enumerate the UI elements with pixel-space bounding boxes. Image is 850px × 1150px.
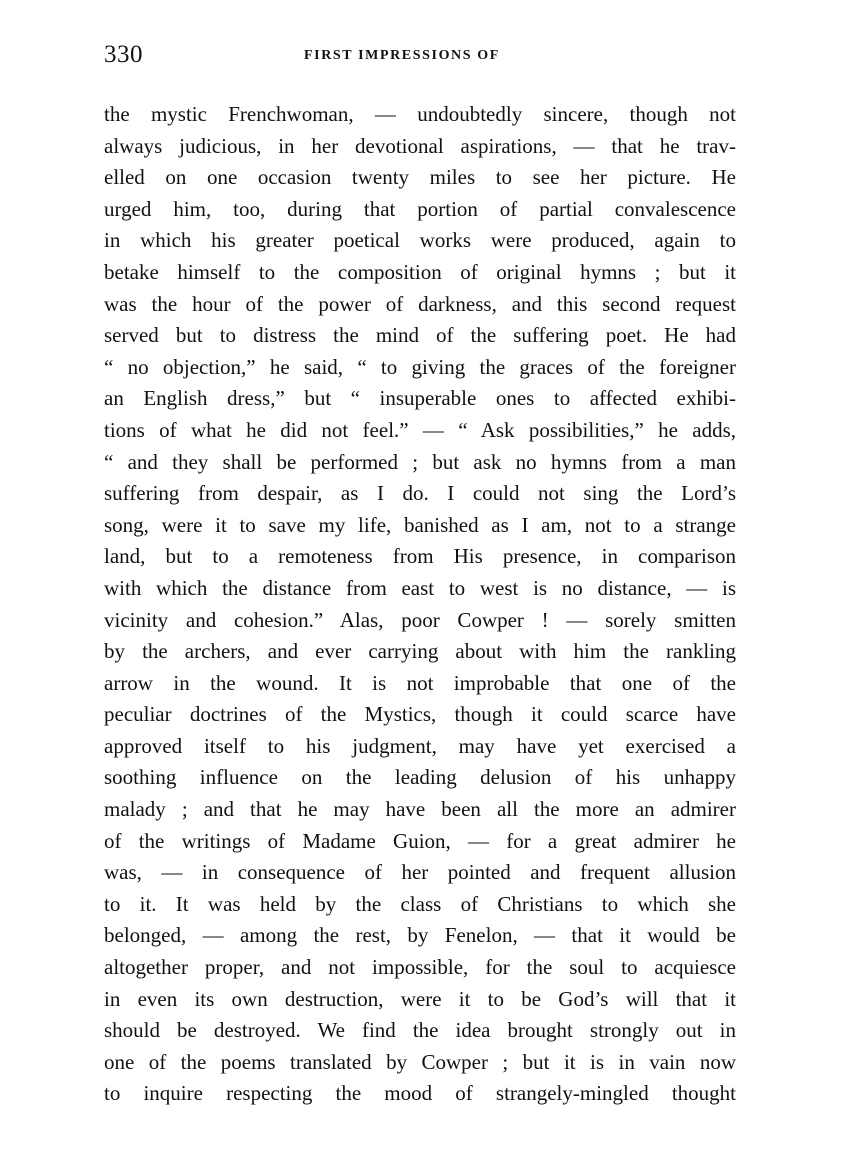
text-line: in which his greater poetical works were produced, again to bbox=[104, 228, 736, 253]
text-line: served but to distress the mind of the suffering poet. He had bbox=[104, 323, 736, 348]
text-line: the mystic Frenchwoman, — undoubtedly sincere, though not bbox=[104, 102, 736, 126]
text-line: to it. It was held by the class of Christians to which she bbox=[104, 891, 736, 916]
text-line: soothing influence on the leading delusion of his unhappy bbox=[104, 765, 736, 790]
text-line: of the writings of Madame Guion, — for a great admirer he bbox=[104, 828, 736, 853]
text-line: in even its own destruction, were it to be God’s will that it bbox=[104, 986, 736, 1011]
text-line: betake himself to the composition of original hymns ; but it bbox=[104, 259, 736, 284]
text-line: vicinity and cohesion.” Alas, poor Cowper ! — sorely smitten bbox=[104, 607, 736, 632]
running-title: FIRST IMPRESSIONS OF bbox=[304, 48, 500, 63]
text-line: arrow in the wound. It is not improbable that one of the bbox=[104, 670, 736, 695]
text-line: altogether proper, and not impossible, for the soul to acquiesce bbox=[104, 955, 736, 980]
running-head bbox=[104, 40, 744, 74]
text-line: always judicious, in her devotional aspirations, — that he trav- bbox=[104, 133, 736, 158]
text-line: song, were it to save my life, banished as I am, not to a strange bbox=[104, 512, 736, 537]
text-line: belonged, — among the rest, by Fenelon, — that it would be bbox=[104, 923, 736, 948]
text-line: approved itself to his judgment, may have yet exercised a bbox=[104, 733, 736, 758]
text-line: peculiar doctrines of the Mystics, though it could scarce have bbox=[104, 702, 736, 727]
text-line: should be destroyed. We find the idea brought strongly out in bbox=[104, 1018, 736, 1043]
text-line: tions of what he did not feel.” — “ Ask possibilities,” he adds, bbox=[104, 417, 736, 442]
text-line: urged him, too, during that portion of partial convalescence bbox=[104, 196, 736, 221]
text-line: was the hour of the power of darkness, and this second request bbox=[104, 291, 736, 316]
text-line: “ no objection,” he said, “ to giving the graces of the foreigner bbox=[104, 354, 736, 379]
text-line: by the archers, and ever carrying about with him the rankling bbox=[104, 639, 736, 664]
text-line: with which the distance from east to west is no distance, — is bbox=[104, 575, 736, 600]
page-number: 330 bbox=[104, 41, 143, 68]
text-line: suffering from despair, as I do. I could not sing the Lord’s bbox=[104, 481, 736, 506]
text-line: elled on one occasion twenty miles to see her picture. He bbox=[104, 165, 736, 190]
text-line: “ and they shall be performed ; but ask no hymns from a man bbox=[104, 449, 736, 474]
text-line: land, but to a remoteness from His presence, in comparison bbox=[104, 544, 736, 569]
body-text bbox=[104, 99, 736, 1110]
text-line: to inquire respecting the mood of strangely-mingled thought bbox=[104, 1081, 736, 1106]
text-line: malady ; and that he may have been all the more an admirer bbox=[104, 797, 736, 822]
text-line: an English dress,” but “ insuperable ones to affected exhibi- bbox=[104, 386, 736, 411]
text-line: was, — in consequence of her pointed and frequent allusion bbox=[104, 860, 736, 885]
text-line: one of the poems translated by Cowper ; but it is in vain now bbox=[104, 1049, 736, 1074]
